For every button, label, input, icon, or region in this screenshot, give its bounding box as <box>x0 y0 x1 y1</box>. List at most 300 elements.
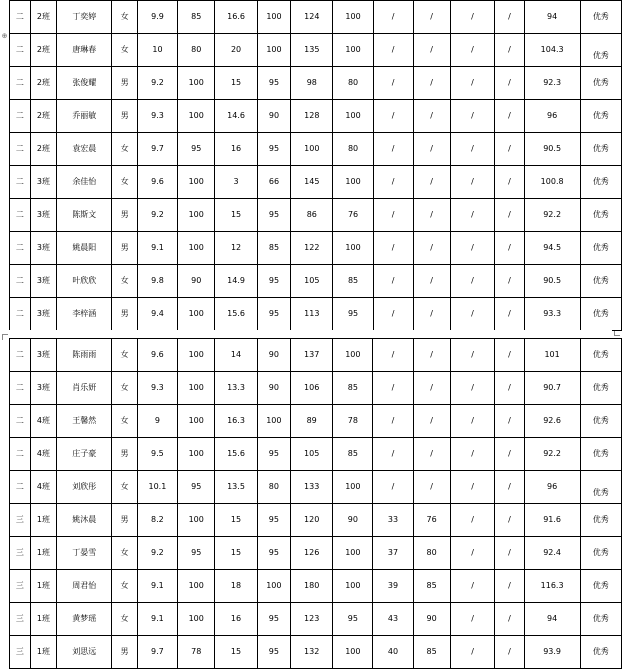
cell-text: 优秀 <box>592 614 609 623</box>
cell-c10 <box>495 504 524 537</box>
cell-c6 <box>333 34 373 67</box>
cell-text: / <box>471 482 474 491</box>
cell-c9 <box>450 504 495 537</box>
cell-text: 9 <box>154 416 160 425</box>
cell-text: / <box>391 416 395 425</box>
cell-class <box>30 199 57 232</box>
cell-text: 优秀 <box>592 276 609 285</box>
cell-c1 <box>137 232 177 265</box>
cell-level <box>580 1 621 34</box>
cell-c6 <box>333 1 373 34</box>
cell-text: 陈斯文 <box>72 210 97 219</box>
cell-text: 二 <box>15 449 24 458</box>
cell-text: 二 <box>15 276 24 285</box>
cell-text: 1班 <box>36 614 50 623</box>
cell-c6 <box>333 67 373 100</box>
cell-text: 二 <box>15 243 24 252</box>
cell-gender <box>112 100 138 133</box>
cell-c2 <box>178 570 215 603</box>
table-row <box>10 504 622 537</box>
cell-text: / <box>471 243 474 252</box>
cell-text: 15 <box>230 647 242 656</box>
table-row <box>10 265 622 298</box>
cell-text: 9.4 <box>151 309 164 318</box>
cell-text: 三 <box>15 647 24 656</box>
cell-text: 92.3 <box>543 78 562 87</box>
cell-c9 <box>450 1 495 34</box>
cell-text: 4班 <box>36 482 50 491</box>
cell-c3 <box>215 298 257 331</box>
cell-text: 2班 <box>36 45 50 54</box>
cell-text: 庄子豪 <box>72 449 97 458</box>
cell-c9 <box>450 603 495 636</box>
cell-text: 90.5 <box>543 276 562 285</box>
cell-text: 男 <box>120 78 129 87</box>
cell-text: / <box>508 144 511 153</box>
table-row <box>10 603 622 636</box>
cell-text: 90 <box>268 111 280 120</box>
cell-text: 13.5 <box>227 482 245 491</box>
cell-text: 100 <box>188 449 204 458</box>
cell-text: 124 <box>304 12 320 21</box>
cell-text: 100 <box>188 210 204 219</box>
cell-grade-year <box>10 232 31 265</box>
cell-text: 116.3 <box>540 581 564 590</box>
cell-c5 <box>291 405 333 438</box>
cell-text: 95 <box>268 144 280 153</box>
cell-text: / <box>430 276 433 285</box>
cell-text: 100 <box>188 309 204 318</box>
cell-text: 1班 <box>36 581 50 590</box>
cell-c2 <box>178 298 215 331</box>
cell-text: 3班 <box>36 243 50 252</box>
cell-text: 100 <box>304 144 320 153</box>
cell-text: / <box>508 78 511 87</box>
cell-c10 <box>495 100 524 133</box>
cell-c3 <box>215 199 257 232</box>
cell-gender <box>112 298 138 331</box>
cell-text: 89 <box>306 416 317 425</box>
cell-text: / <box>471 614 474 623</box>
cell-c3 <box>215 438 257 471</box>
cell-c8 <box>413 166 450 199</box>
cell-text: 优秀 <box>592 177 609 186</box>
cell-text: 126 <box>304 548 320 557</box>
cell-text: 91.6 <box>543 515 562 524</box>
cell-c7 <box>373 372 413 405</box>
cell-text: / <box>471 12 474 21</box>
cell-text: / <box>430 309 433 318</box>
cell-c1 <box>137 298 177 331</box>
cell-c1 <box>137 504 177 537</box>
cell-text: 85 <box>426 647 437 656</box>
table-row <box>10 570 622 603</box>
cell-text: 132 <box>304 647 320 656</box>
cell-class <box>30 405 57 438</box>
cell-c2 <box>178 603 215 636</box>
cell-c9 <box>450 265 495 298</box>
cell-text: 100 <box>266 45 282 54</box>
cell-text: 135 <box>304 45 320 54</box>
cell-text: 优秀 <box>592 309 609 318</box>
cell-text: / <box>471 210 474 219</box>
cell-gender <box>112 372 137 405</box>
cell-text: 二 <box>15 144 24 153</box>
cell-c2 <box>178 1 215 34</box>
cell-c3 <box>215 372 257 405</box>
cell-c6 <box>333 298 373 331</box>
cell-text: 2班 <box>36 78 50 87</box>
cell-text: 优秀 <box>592 548 609 557</box>
cell-text: 4班 <box>36 416 50 425</box>
cell-text: 2班 <box>36 111 50 120</box>
table-move-handle-icon[interactable]: ⊕ <box>1 32 8 40</box>
cell-gender <box>112 405 137 438</box>
cell-text: 男 <box>120 309 129 318</box>
cell-level <box>580 405 621 438</box>
cell-text: 100 <box>188 581 204 590</box>
cell-c9 <box>450 339 495 372</box>
cell-c5 <box>291 298 333 331</box>
cell-c4 <box>257 166 290 199</box>
cell-text: 三 <box>15 614 24 623</box>
cell-c5 <box>291 438 333 471</box>
cell-text: 9.7 <box>151 144 164 153</box>
cell-text: 80 <box>191 45 202 54</box>
cell-text: 90 <box>426 614 437 623</box>
cell-text: / <box>508 177 511 186</box>
cell-c1 <box>137 372 177 405</box>
cell-grade-year <box>10 339 31 372</box>
cell-text: 二 <box>15 383 24 392</box>
cell-text: 105 <box>304 449 320 458</box>
cell-text: 100 <box>345 350 361 359</box>
cell-text: 女 <box>120 416 129 425</box>
cell-text: 男 <box>120 111 129 120</box>
cell-c1 <box>137 438 177 471</box>
cell-c6 <box>333 438 373 471</box>
cell-text: / <box>471 45 474 54</box>
cell-c6 <box>333 265 373 298</box>
cell-text: 姚晨阳 <box>72 243 97 252</box>
cell-text: 80 <box>268 482 279 491</box>
cell-class <box>30 34 57 67</box>
cell-c1 <box>137 67 177 100</box>
cell-level <box>580 537 621 570</box>
cell-text: / <box>471 276 474 285</box>
cell-text: 100.8 <box>540 177 564 186</box>
cell-level <box>580 603 621 636</box>
cell-text: 9.5 <box>151 449 164 458</box>
cell-text: 女 <box>120 581 129 590</box>
cell-c5 <box>291 100 333 133</box>
cell-c2 <box>178 504 215 537</box>
page-break-gap <box>9 330 612 338</box>
cell-text: 15 <box>230 548 242 557</box>
cell-c3 <box>215 636 257 669</box>
table-row <box>10 100 622 133</box>
cell-class <box>30 166 57 199</box>
cell-name <box>57 603 112 636</box>
cell-text: 王馨然 <box>72 416 97 425</box>
cell-text: 女 <box>120 45 129 54</box>
page-corner-mark-icon <box>2 334 8 340</box>
cell-text: 二 <box>15 210 24 219</box>
cell-text: / <box>391 210 395 219</box>
cell-name <box>57 438 112 471</box>
cell-total <box>524 232 580 265</box>
cell-text: 90 <box>268 383 279 392</box>
cell-text: 3班 <box>36 210 50 219</box>
cell-c6 <box>333 199 373 232</box>
cell-c10 <box>495 537 524 570</box>
cell-grade-year <box>10 265 31 298</box>
cell-text: 优秀 <box>592 350 609 359</box>
cell-text: 18 <box>230 581 242 590</box>
cell-c9 <box>450 537 495 570</box>
cell-grade-year <box>10 438 31 471</box>
cell-c10 <box>495 199 524 232</box>
table-row <box>10 232 622 265</box>
cell-name <box>57 133 112 166</box>
cell-c2 <box>178 438 215 471</box>
cell-class <box>30 339 57 372</box>
cell-text: 9.1 <box>151 614 164 623</box>
cell-text: 9.6 <box>151 177 164 186</box>
cell-text: 123 <box>304 614 320 623</box>
cell-text: 姚沐晨 <box>72 515 97 524</box>
cell-text: 100 <box>188 515 204 524</box>
cell-text: 78 <box>191 647 202 656</box>
cell-text: 100 <box>266 581 282 590</box>
cell-text: 9.7 <box>151 647 164 656</box>
cell-gender <box>112 67 138 100</box>
cell-c2 <box>178 133 215 166</box>
cell-text: 100 <box>345 45 361 54</box>
cell-text: / <box>508 449 511 458</box>
cell-c4 <box>257 372 290 405</box>
cell-class <box>30 537 57 570</box>
cell-text: 95 <box>268 210 280 219</box>
cell-text: 15.6 <box>227 309 245 318</box>
cell-total <box>524 537 580 570</box>
cell-c8 <box>413 372 450 405</box>
cell-text: / <box>430 45 433 54</box>
cell-name <box>57 636 112 669</box>
cell-text: 90.7 <box>543 383 562 392</box>
cell-level <box>580 232 621 265</box>
cell-total <box>524 1 580 34</box>
cell-text: 二 <box>15 111 24 120</box>
cell-text: / <box>508 581 511 590</box>
cell-text: / <box>508 45 511 54</box>
cell-c3 <box>215 133 257 166</box>
cell-grade-year <box>10 298 31 331</box>
cell-class <box>30 1 57 34</box>
cell-c8 <box>413 265 450 298</box>
cell-c8 <box>413 1 450 34</box>
cell-grade-year <box>10 537 31 570</box>
cell-text: / <box>391 177 395 186</box>
cell-text: 女 <box>120 350 129 359</box>
cell-c3 <box>215 67 257 100</box>
table-row <box>10 339 622 372</box>
cell-text: 优秀 <box>592 449 609 458</box>
cell-c6 <box>333 133 373 166</box>
cell-text: 余佳怡 <box>72 177 97 186</box>
cell-text: 95 <box>191 482 202 491</box>
cell-text: 9.2 <box>151 78 164 87</box>
cell-c8 <box>413 67 450 100</box>
cell-gender <box>112 199 138 232</box>
cell-text: 100 <box>188 350 204 359</box>
table-row <box>10 636 622 669</box>
cell-text: / <box>508 276 511 285</box>
cell-name <box>57 34 112 67</box>
cell-text: / <box>430 177 433 186</box>
cell-class <box>30 133 57 166</box>
cell-text: 二 <box>15 177 24 186</box>
cell-text: 16 <box>230 614 242 623</box>
cell-grade-year <box>10 100 31 133</box>
cell-text: 100 <box>345 581 361 590</box>
cell-text: 85 <box>426 581 437 590</box>
cell-c7 <box>373 636 413 669</box>
cell-text: 女 <box>120 482 129 491</box>
cell-text: 1班 <box>36 548 50 557</box>
cell-text: / <box>508 309 511 318</box>
cell-text: 三 <box>15 515 24 524</box>
cell-text: 95 <box>347 309 359 318</box>
cell-gender <box>112 339 137 372</box>
cell-text: 66 <box>268 177 280 186</box>
cell-text: 女 <box>120 383 129 392</box>
cell-name <box>57 1 112 34</box>
cell-c5 <box>291 636 333 669</box>
cell-text: 优秀 <box>592 416 609 425</box>
cell-c10 <box>495 232 524 265</box>
cell-text: 96 <box>547 111 558 120</box>
cell-text: 80 <box>426 548 437 557</box>
cell-text: 95 <box>268 614 279 623</box>
cell-c4 <box>257 339 290 372</box>
cell-c10 <box>495 67 524 100</box>
cell-class <box>30 67 57 100</box>
cell-text: 优秀 <box>592 78 609 87</box>
cell-text: 男 <box>120 449 129 458</box>
cell-text: 9.3 <box>151 111 164 120</box>
cell-c7 <box>373 438 413 471</box>
cell-total <box>524 438 580 471</box>
cell-text: 78 <box>347 416 358 425</box>
cell-c4 <box>257 232 290 265</box>
cell-text: 2班 <box>36 144 50 153</box>
cell-text: 优秀 <box>592 243 609 252</box>
cell-c10 <box>495 265 524 298</box>
cell-text: 85 <box>347 449 358 458</box>
cell-text: 3班 <box>36 350 50 359</box>
cell-text: / <box>508 111 511 120</box>
cell-text: / <box>508 515 511 524</box>
cell-level <box>580 67 621 100</box>
cell-text: 女 <box>120 144 129 153</box>
cell-c8 <box>413 504 450 537</box>
cell-name <box>57 372 112 405</box>
cell-c1 <box>137 265 177 298</box>
cell-text: 85 <box>347 383 358 392</box>
cell-c10 <box>495 603 524 636</box>
cell-text: 90 <box>347 515 358 524</box>
cell-c3 <box>215 504 257 537</box>
cell-text: / <box>391 111 395 120</box>
cell-c2 <box>178 339 215 372</box>
cell-c5 <box>291 372 333 405</box>
cell-text: 101 <box>544 350 560 359</box>
cell-text: 133 <box>304 482 320 491</box>
cell-c3 <box>215 471 257 504</box>
cell-text: 90 <box>191 276 202 285</box>
cell-c3 <box>215 1 257 34</box>
cell-text: 106 <box>304 383 320 392</box>
cell-c7 <box>373 1 413 34</box>
cell-text: 14.9 <box>227 276 245 285</box>
cell-text: 10.1 <box>148 482 167 491</box>
cell-c5 <box>291 570 333 603</box>
cell-c4 <box>257 67 290 100</box>
cell-text: 男 <box>120 243 129 252</box>
cell-text: 95 <box>268 449 279 458</box>
cell-text: 100 <box>345 12 361 21</box>
cell-c8 <box>413 438 450 471</box>
cell-c1 <box>137 471 177 504</box>
cell-c5 <box>291 67 333 100</box>
cell-c8 <box>413 603 450 636</box>
cell-c8 <box>413 199 450 232</box>
cell-text: 100 <box>345 177 361 186</box>
cell-text: 95 <box>268 276 280 285</box>
cell-c7 <box>373 537 413 570</box>
cell-text: 100 <box>266 416 282 425</box>
cell-text: 3班 <box>36 383 50 392</box>
cell-text: / <box>471 309 474 318</box>
cell-text: 85 <box>191 12 202 21</box>
cell-text: 105 <box>304 276 320 285</box>
cell-level <box>580 166 621 199</box>
cell-total <box>524 166 580 199</box>
cell-text: 二 <box>15 350 24 359</box>
table-row <box>10 372 622 405</box>
cell-text: 94 <box>547 12 558 21</box>
cell-text: 14 <box>230 350 242 359</box>
cell-text: 陈雨雨 <box>72 350 97 359</box>
cell-text: 9.9 <box>151 12 164 21</box>
cell-text: 二 <box>15 12 24 21</box>
cell-c8 <box>413 471 450 504</box>
table-row <box>10 537 622 570</box>
cell-text: 周君怡 <box>72 581 97 590</box>
cell-text: / <box>471 515 474 524</box>
cell-text: / <box>508 383 511 392</box>
cell-text: / <box>471 383 474 392</box>
cell-c6 <box>333 166 373 199</box>
cell-text: 8.2 <box>151 515 164 524</box>
cell-text: 优秀 <box>592 210 609 219</box>
cell-text: 100 <box>188 383 204 392</box>
cell-text: 85 <box>347 276 359 285</box>
cell-grade-year <box>10 1 31 34</box>
cell-text: 3 <box>233 177 239 186</box>
cell-text: / <box>508 350 511 359</box>
